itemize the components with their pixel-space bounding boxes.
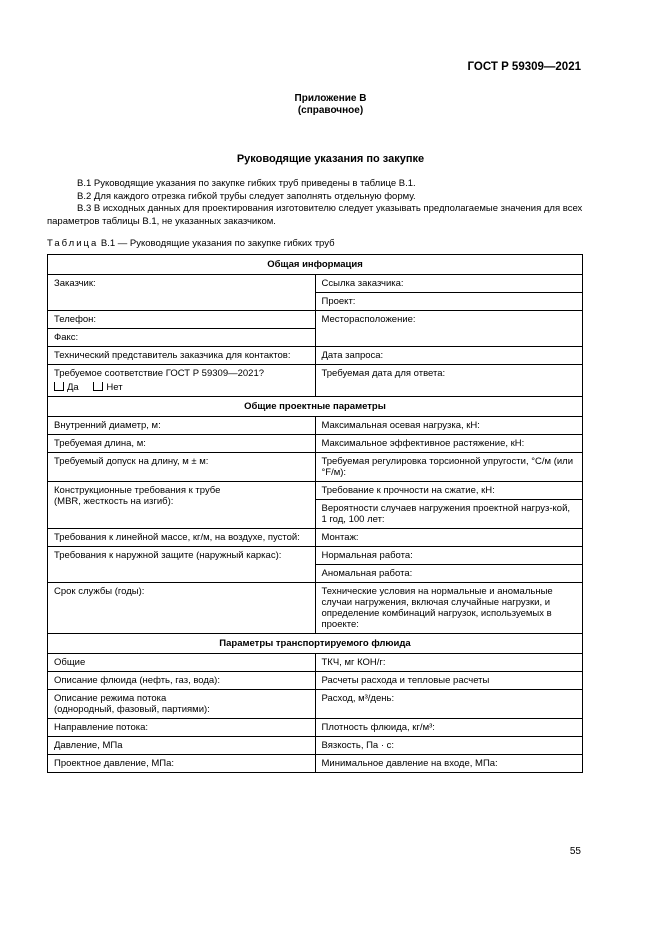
table-row (48, 529, 583, 547)
cell-load-probability: Вероятности случаев нагружения проектной нагруз-кой, 1 год, 100 лет: (315, 500, 583, 529)
cell-tech-conditions: Технические условия на нормальные и аномальные случаи нагружения, включая случайные нагрузки, и определение комбинаций нагрузок, используемых в проекте: (315, 583, 583, 634)
table-row (48, 453, 583, 482)
cell-tech-rep: Технический представитель заказчика для контактов: (48, 347, 316, 365)
cell-tan: ТКЧ, мг КОН/г: (315, 654, 583, 672)
cell-installation: Монтаж: (315, 529, 583, 547)
procurement-table (47, 254, 583, 773)
cell-fax: Факс: (48, 329, 316, 347)
option-no[interactable] (93, 382, 122, 393)
table-row (48, 347, 583, 365)
cell-customer-ref: Ссылка заказчика: (315, 275, 583, 293)
cell-flow-rate: Расход, м³/день: (315, 690, 583, 719)
cell-reply-date: Требуемая дата для ответа: (315, 365, 583, 397)
table-row (48, 397, 583, 417)
cell-constr-req (48, 482, 316, 529)
table-row (48, 547, 583, 565)
cell-viscosity: Вязкость, Па · с: (315, 737, 583, 755)
cell-length-tolerance: Требуемый допуск на длину, м ± м: (48, 453, 316, 482)
cell-service-life: Срок службы (годы): (48, 583, 316, 634)
table-row (48, 690, 583, 719)
cell-compliance (48, 365, 316, 397)
flow-mode-line1: Описание режима потока (54, 693, 167, 704)
header-fluid-params: Параметры транспортируемого флюида (48, 634, 583, 654)
cell-project: Проект: (315, 293, 583, 311)
cell-pressure: Давление, МПа (48, 737, 316, 755)
header-general-info: Общая информация (48, 255, 583, 275)
cell-location: Месторасположение: (315, 311, 583, 347)
table-row (48, 255, 583, 275)
appendix-title: Приложение В (294, 93, 367, 104)
cell-linear-mass: Требования к линейной массе, кг/м, на воздухе, пустой: (48, 529, 316, 547)
flow-mode-line2: (однородный, фазовый, партиями): (54, 704, 210, 715)
table-row (48, 365, 583, 397)
cell-max-eff-tension: Максимальное эффективное растяжение, кН: (315, 435, 583, 453)
cell-req-length: Требуемая длина, м: (48, 435, 316, 453)
table-row (48, 275, 583, 293)
cell-fluid-density: Плотность флюида, кг/м³: (315, 719, 583, 737)
table-row (48, 311, 583, 329)
cell-flow-direction: Направление потока: (48, 719, 316, 737)
cell-compress-strength: Требование к прочности на сжатие, кН: (315, 482, 583, 500)
table-row (48, 417, 583, 435)
cell-design-pressure: Проектное давление, МПа: (48, 755, 316, 773)
cell-min-inlet-pressure: Минимальное давление на входе, МПа: (315, 755, 583, 773)
cell-flow-mode (48, 690, 316, 719)
compliance-question: Требуемое соответствие ГОСТ Р 59309—2021? (54, 368, 265, 379)
constr-req-line1: Конструкционные требования к трубе (54, 485, 221, 496)
table-row (48, 634, 583, 654)
document-code: ГОСТ Р 59309—2021 (467, 61, 581, 73)
table-row (48, 482, 583, 500)
table-row (48, 719, 583, 737)
cell-outer-protection: Требования к наружной защите (наружный каркас): (48, 547, 316, 583)
cell-max-axial-load: Максимальная осевая нагрузка, кН: (315, 417, 583, 435)
cell-abnormal-op: Аномальная работа: (315, 565, 583, 583)
compliance-options (54, 382, 310, 393)
cell-flow-heat-calc: Расчеты расхода и тепловые расчеты (315, 672, 583, 690)
cell-normal-op: Нормальная работа: (315, 547, 583, 565)
cell-general: Общие (48, 654, 316, 672)
cell-phone: Телефон: (48, 311, 316, 329)
section-title: Руководящие указания по закупке (236, 153, 425, 165)
table-row (48, 654, 583, 672)
paragraph-b3: В.3 В исходных данных для проектирования изготовителю следует указывать предполагаемые значения для всех параметров таблицы В.1, не указанных заказчиком. (47, 203, 583, 227)
constr-req-line2: (MBR, жесткость на изгиб): (54, 496, 174, 507)
cell-fluid-desc: Описание флюида (нефть, газ, вода): (48, 672, 316, 690)
table-row (48, 583, 583, 634)
checkbox-yes[interactable] (54, 382, 64, 391)
option-yes[interactable] (54, 382, 79, 393)
paragraph-b2: В.2 Для каждого отрезка гибкой трубы следует заполнять отдельную форму. (77, 190, 416, 202)
table-row (48, 755, 583, 773)
cell-request-date: Дата запроса: (315, 347, 583, 365)
table-row (48, 435, 583, 453)
section-paragraphs (47, 178, 583, 228)
table-row (48, 737, 583, 755)
table-caption-label: Таблица (47, 238, 99, 249)
cell-torsion-reg: Требуемая регулировка торсионной упругости, °С/м (или °F/м): (315, 453, 583, 482)
table-caption-text: В.1 — Руководящие указания по закупке гибких труб (100, 238, 335, 249)
page-number: 55 (569, 846, 581, 857)
header-design-params: Общие проектные параметры (48, 397, 583, 417)
option-yes-label: Да (67, 382, 79, 393)
table-caption (47, 238, 335, 249)
cell-customer: Заказчик: (48, 275, 316, 311)
appendix-heading (0, 93, 661, 117)
paragraph-b1: В.1 Руководящие указания по закупке гибких труб приведены в таблице В.1. (77, 178, 416, 189)
option-no-label: Нет (106, 382, 123, 393)
checkbox-no[interactable] (93, 382, 103, 391)
appendix-subtitle: (справочное) (297, 105, 364, 116)
table-row (48, 672, 583, 690)
cell-inner-diameter: Внутренний диаметр, м: (48, 417, 316, 435)
